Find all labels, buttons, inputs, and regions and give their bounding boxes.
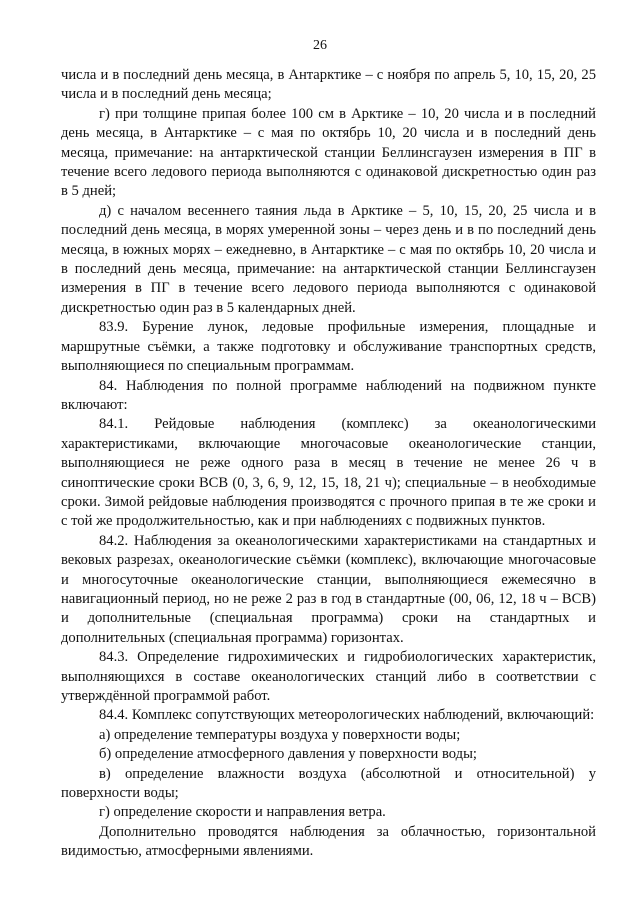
- paragraph-item-g: г) при толщине припая более 100 см в Арктике – 10, 20 числа и в последний день месяца, в Антарктике – с мая по октябрь 10, 20 числа и в последний день месяца, примечание: на антарктической станции Беллинсгаузен измерения в ПГ в течение всего ледового периода выполняются с одинаковой дискретностью один раз в 5 дней;: [61, 105, 596, 200]
- paragraph-continuation: числа и в последний день месяца, в Антарктике – с ноября по апрель 5, 10, 15, 20, 25 числа и в последний день месяца;: [61, 67, 596, 103]
- paragraph-item-d: д) с началом весеннего таяния льда в Арктике – 5, 10, 15, 20, 25 числа и в последний день месяца, в морях умеренной зоны – через день и в по последний день месяца, в южных морях – ежедневно, в Антарктике – с мая по октябрь 10, 20 числа и в последний день месяца, примечание: на антарктической станции Беллинсгаузен измерения в ПГ в течение всего ледового периода выполняются с одинаковой дискретностью один раз в 5 календарных дней.: [61, 202, 596, 316]
- list-item-v: в) определение влажности воздуха (абсолютной и относительной) у поверхности воды;: [61, 765, 596, 802]
- list-item-g: г) определение скорости и направления ветра.: [99, 804, 386, 821]
- paragraph-84-2: 84.2. Наблюдения за океанологическими характеристиками на стандартных и вековых разрезах, океанологические съёмки (комплекс), включающие многочасовые и многосуточные океанологические станции, выполняющиеся ежемесячно в навигационный период, но не реже 2 раз в год в стандартные (00, 06, 12, 18 ч – ВСВ) и дополнительные (специальная программа) сроки на стандартных и дополнительных (специальная программа) горизонтах.: [61, 532, 596, 646]
- paragraph-84-1: 84.1. Рейдовые наблюдения (комплекс) за океанологическими характеристиками, включающие многочасовые океанологические станции, выполняющиеся не реже одного раза в месяц в течение не менее 26 ч в синоптические сроки ВСВ (0, 3, 6, 9, 12, 15, 18, 21 ч); специальные – в необходимые сроки. Зимой рейдовые наблюдения производятся с прочного припая в те же сроки и с той же продолжительностью, как и при наблюдениях с подвижных пунктов.: [61, 416, 596, 530]
- paragraph-83-9: 83.9. Бурение лунок, ледовые профильные измерения, площадные и маршрутные съёмки, а также подготовку и обслуживание транспортных средств, выполняющиеся по специальным программам.: [61, 319, 596, 375]
- paragraph-84-3: 84.3. Определение гидрохимических и гидробиологических характеристик, выполняющихся в составе океанологических станций либо в соответствии с утверждённой программой работ.: [61, 649, 596, 704]
- list-item-b: б) определение атмосферного давления у поверхности воды;: [99, 746, 477, 763]
- paragraph-additional: Дополнительно проводятся наблюдения за облачностью, горизонтальной видимостью, атмосферными явлениями.: [61, 823, 596, 860]
- paragraph-84: 84. Наблюдения по полной программе наблюдений на подвижном пункте включают:: [61, 377, 596, 413]
- list-item-a: а) определение температуры воздуха у поверхности воды;: [99, 726, 461, 743]
- page-number: 26: [313, 38, 327, 53]
- paragraph-84-4: 84.4. Комплекс сопутствующих метеорологических наблюдений, включающий:: [99, 707, 595, 724]
- document-body: [61, 66, 596, 862]
